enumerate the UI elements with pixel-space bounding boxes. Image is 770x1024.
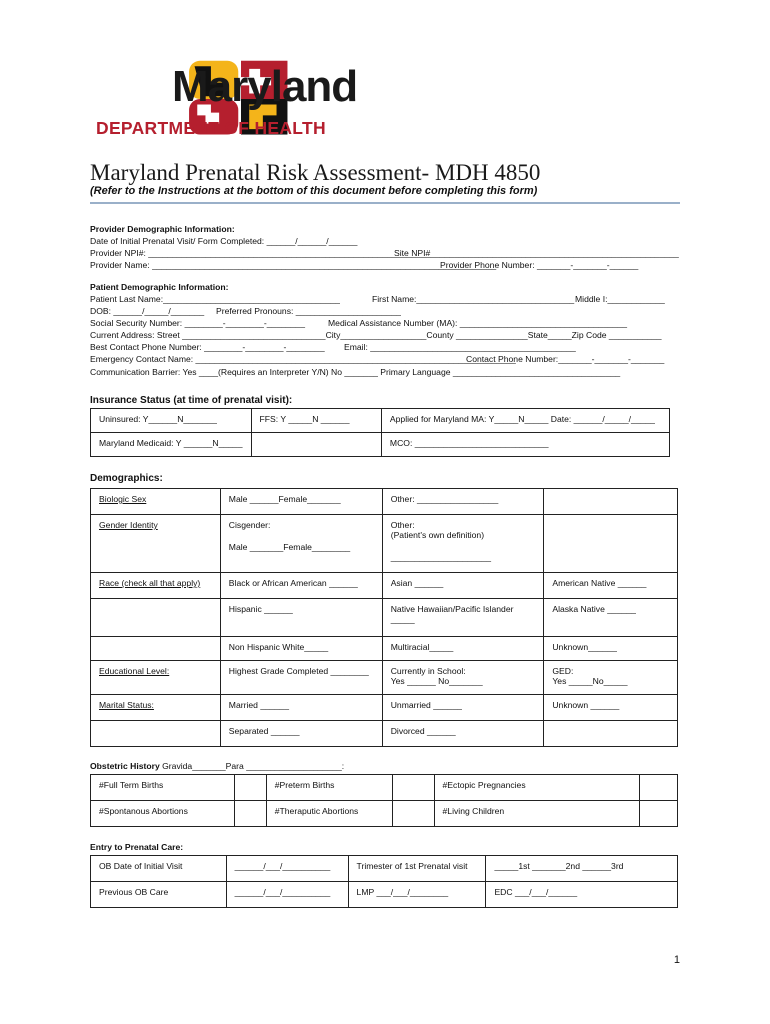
ged-label: GED: [552,666,574,676]
in-school-label: Currently in School: [390,666,466,676]
pronouns-field[interactable]: Preferred Pronouns: ______________________ [216,306,401,316]
empty-cell [544,489,678,515]
race-pacific-islander-cell[interactable] [382,599,544,637]
race-unknown-cell[interactable]: Unknown______ [544,637,678,661]
demographics-table [90,488,678,747]
uninsured-cell[interactable]: Uninsured: Y______N_______ [91,409,252,433]
provider-name-field[interactable]: Provider Name: ________________________________________________________________________ [90,260,497,270]
preterm-input[interactable] [392,775,434,801]
logo-wordmark: Maryland [172,62,358,111]
race-alaska-native-cell[interactable]: Alaska Native ______ [544,599,678,637]
trimester-label: Trimester of 1st Prenatal visit [348,856,486,882]
demographics-heading: Demographics: [90,473,163,484]
living-children-input[interactable] [640,801,678,827]
ectopic-input[interactable] [640,775,678,801]
insurance-heading: Insurance Status (at time of prenatal visit): [90,395,293,406]
empty-cell [544,515,678,573]
living-children-label: #Living Children [434,801,640,827]
marital-separated-cell[interactable]: Separated ______ [220,721,382,747]
preterm-label: #Preterm Births [266,775,392,801]
race-pacific-islander-blank[interactable]: _____ [390,614,415,624]
race-hispanic-cell[interactable]: Hispanic ______ [220,599,382,637]
communication-barrier-field[interactable]: Communication Barrier: Yes ____(Requires an Interpreter Y/N) No _______ Primary Language ___________________________________ [90,367,621,377]
marital-divorced-cell[interactable]: Divorced ______ [382,721,544,747]
full-term-label: #Full Term Births [91,775,235,801]
gender-other-blank[interactable]: _____________________ [390,552,492,562]
insurance-table [90,408,670,457]
education-label: Educational Level: [91,661,221,695]
biologic-sex-label: Biologic Sex [91,489,221,515]
ged-options[interactable]: Yes _____No_____ [552,676,628,686]
marital-married-cell[interactable]: Married ______ [220,695,382,721]
therapeutic-abortions-input[interactable] [392,801,434,827]
race-black-cell[interactable]: Black or African American ______ [220,573,382,599]
biologic-sex-cell[interactable]: Male ______Female_______ [220,489,382,515]
race-american-native-cell[interactable]: American Native ______ [544,573,678,599]
blank-cell [251,433,381,457]
empty-cell [544,721,678,747]
race-multiracial-cell[interactable]: Multiracial_____ [382,637,544,661]
page-subtitle: (Refer to the Instructions at the bottom of this document before completing this form) [90,185,538,197]
dob-field[interactable]: DOB: ______/_____/_______ [90,306,205,316]
ged-cell[interactable] [544,661,678,695]
page-number: 1 [673,954,680,966]
page-title: Maryland Prenatal Risk Assessment- MDH 4850 [90,160,541,185]
race-white-cell[interactable]: Non Hispanic White_____ [220,637,382,661]
initial-visit-date-field[interactable]: Date of Initial Prenatal Visit/ Form Completed: ______/______/______ [90,236,358,246]
ssn-field[interactable]: Social Security Number: ________-________-________ [90,318,305,328]
ob-initial-visit-label: OB Date of Initial Visit [91,856,227,882]
gender-identity-cell[interactable] [220,515,382,573]
contact-phone-field[interactable]: Best Contact Phone Number: ________-________-________ [90,342,325,352]
cisgender-options[interactable]: Male _______Female________ [228,542,351,552]
email-field[interactable]: Email: ___________________________________________ [344,342,576,352]
spontaneous-abortions-label: #Spontanous Abortions [91,801,235,827]
obstetric-table [90,774,678,827]
ma-number-field[interactable]: Medical Assistance Number (MA): ___________________________________ [328,318,628,328]
in-school-cell[interactable] [382,661,544,695]
previous-ob-input[interactable]: ______/___/__________ [226,882,348,908]
provider-phone-field[interactable]: Provider Phone Number: _______-_______-______ [440,260,639,270]
gender-other-label: Other: [390,520,415,530]
emergency-contact-field[interactable]: Emergency Contact Name: ___________________________________________________________________ [90,354,516,364]
marital-label-empty [91,721,221,747]
previous-ob-label: Previous OB Care [91,882,227,908]
entry-heading: Entry to Prenatal Care: [90,842,184,852]
obstetric-heading-bold: Obstetric History [90,761,160,771]
race-asian-cell[interactable]: Asian ______ [382,573,544,599]
patient-middle-initial-field[interactable]: Middle I:____________ [575,294,665,304]
address-field[interactable]: Current Address: Street ______________________________City__________________County _______________State_____Zip Code ___________ [90,330,662,340]
ectopic-label: #Ectopic Pregnancies [434,775,640,801]
spontaneous-abortions-input[interactable] [234,801,266,827]
mco-cell[interactable]: MCO: ____________________________ [381,433,669,457]
gravida-para-field[interactable]: Gravida_______Para ____________________: [159,761,345,771]
patient-last-name-field[interactable]: Patient Last Name:_____________________________________ [90,294,340,304]
cisgender-label: Cisgender: [228,520,271,530]
highest-grade-cell[interactable]: Highest Grade Completed ________ [220,661,382,695]
ob-initial-visit-input[interactable]: ______/___/__________ [226,856,348,882]
in-school-options[interactable]: Yes ______ No_______ [390,676,483,686]
marital-label: Marital Status: [91,695,221,721]
full-term-input[interactable] [234,775,266,801]
title-divider [90,202,680,204]
applied-ma-cell[interactable]: Applied for Maryland MA: Y_____N_____ Date: ______/_____/_____ [381,409,669,433]
biologic-sex-other-cell[interactable]: Other: _________________ [382,489,544,515]
lmp-field[interactable]: LMP ___/___/________ [348,882,486,908]
ffs-cell[interactable]: FFS: Y _____N ______ [251,409,381,433]
gender-identity-label: Gender Identity [91,515,221,573]
gender-identity-other-cell[interactable] [382,515,544,573]
logo-department: DEPARTMENT OF HEALTH [96,118,326,138]
therapeutic-abortions-label: #Theraputic Abortions [266,801,392,827]
edc-field[interactable]: EDC ___/___/______ [486,882,678,908]
patient-heading: Patient Demographic Information: [90,282,229,292]
race-pacific-islander-label: Native Hawaiian/Pacific Islander [390,604,514,614]
medicaid-cell[interactable]: Maryland Medicaid: Y ______N_____ [91,433,252,457]
race-label-empty [91,637,221,661]
provider-heading: Provider Demographic Information: [90,224,235,234]
emergency-phone-field[interactable]: Contact Phone Number:_______-_______-_______ [466,354,665,364]
site-npi-field[interactable]: Site NPI#____________________________________________________ [394,248,679,258]
trimester-options[interactable]: _____1st _______2nd ______3rd [486,856,678,882]
marital-unmarried-cell[interactable]: Unmarried ______ [382,695,544,721]
gender-other-hint: (Patient's own definition) [390,530,485,540]
marital-unknown-cell[interactable]: Unknown ______ [544,695,678,721]
entry-table [90,855,678,908]
obstetric-heading[interactable] [90,761,344,771]
provider-npi-field[interactable]: Provider NPI#: ___________________________________________________________ [90,248,431,258]
patient-first-name-field[interactable]: First Name:_________________________________ [372,294,575,304]
race-label-empty [91,599,221,637]
race-label: Race (check all that apply) [91,573,221,599]
